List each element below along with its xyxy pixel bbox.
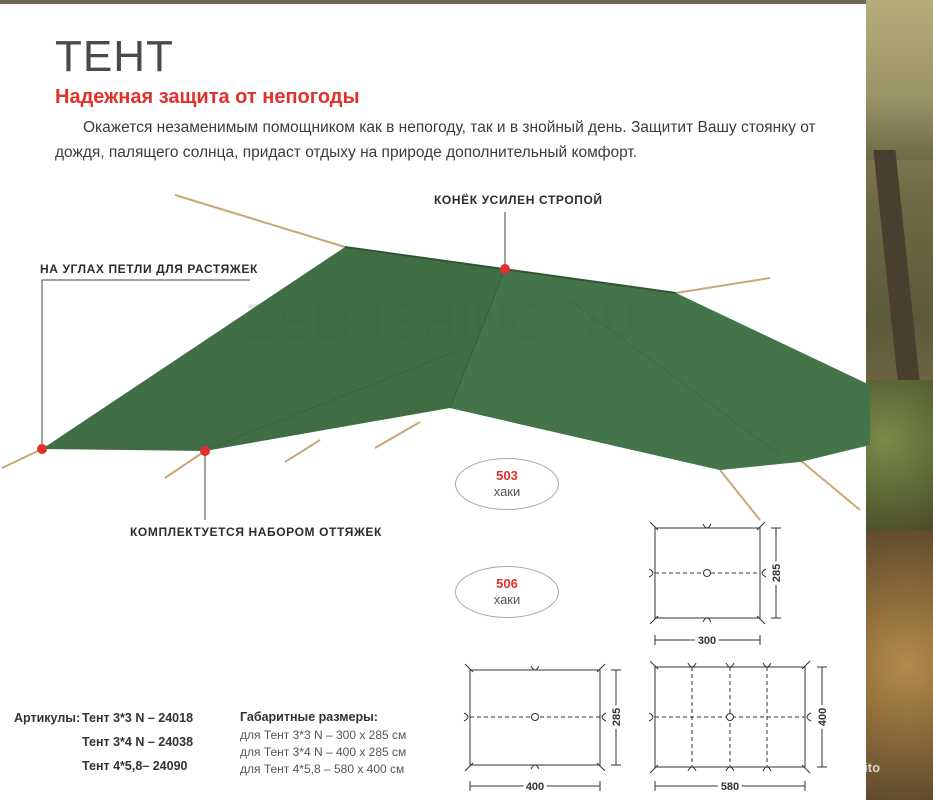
diagram2-width-label: 400 — [525, 781, 545, 793]
kit-marker-dot — [200, 446, 210, 456]
color-name: хаки — [493, 484, 521, 499]
callout-corners: НА УГЛАХ ПЕТЛИ ДЛЯ РАСТЯЖЕК — [40, 262, 258, 276]
diagram2-height-label: 285 — [611, 707, 623, 727]
page-title: ТЕНТ — [55, 32, 174, 81]
page-subtitle: Надежная защита от непогоды — [55, 86, 360, 108]
diagram3-width-label: 580 — [720, 781, 740, 793]
ridge-marker-dot — [500, 264, 510, 274]
diagram-3x3 — [649, 522, 781, 645]
diagram1-height-label: 285 — [771, 563, 783, 583]
dimensions-list — [240, 710, 406, 778]
dimension-item: для Тент 3*4 N – 400 х 285 см — [240, 745, 407, 759]
color-swatch-503 — [455, 458, 559, 510]
dimension-item: для Тент 3*3 N – 300 х 285 см — [240, 728, 407, 742]
article-list — [14, 709, 193, 781]
articles-label: Артикулы: — [14, 711, 81, 725]
watermark: ZELFISHING.RU — [245, 294, 639, 350]
color-code: 506 — [496, 576, 518, 591]
color-name: хаки — [493, 592, 521, 607]
color-swatch-506 — [455, 566, 559, 618]
callout-kit: КОМПЛЕКТУЕТСЯ НАБОРОМ ОТТЯЖЕК — [130, 525, 382, 539]
article-item: Тент 3*3 N – 24018 — [82, 711, 194, 725]
article-item: Тент 3*4 N – 24038 — [82, 735, 194, 749]
dimensions-heading: Габаритные размеры: — [240, 710, 378, 724]
diagram-3x4 — [464, 664, 621, 791]
corner-marker-dot — [37, 444, 47, 454]
diagram3-height-label: 400 — [817, 707, 829, 727]
diagram-4x58 — [649, 661, 827, 791]
article-item: Тент 4*5,8– 24090 — [82, 759, 188, 773]
callout-ridge: КОНЁК УСИЛЕН СТРОПОЙ — [434, 193, 603, 207]
dimension-item: для Тент 4*5,8 – 580 х 400 см — [240, 762, 405, 776]
avito-watermark: Avito — [848, 760, 881, 775]
color-code: 503 — [496, 468, 518, 483]
diagram1-width-label: 300 — [697, 635, 717, 647]
intro-text: Окажется незаменимым помощником как в непогоду, так и в знойный день. Защитит Вашу стоянку от дождя, палящего солнца, придаст отдыху на природе дополнительный комфорт. — [55, 119, 816, 161]
